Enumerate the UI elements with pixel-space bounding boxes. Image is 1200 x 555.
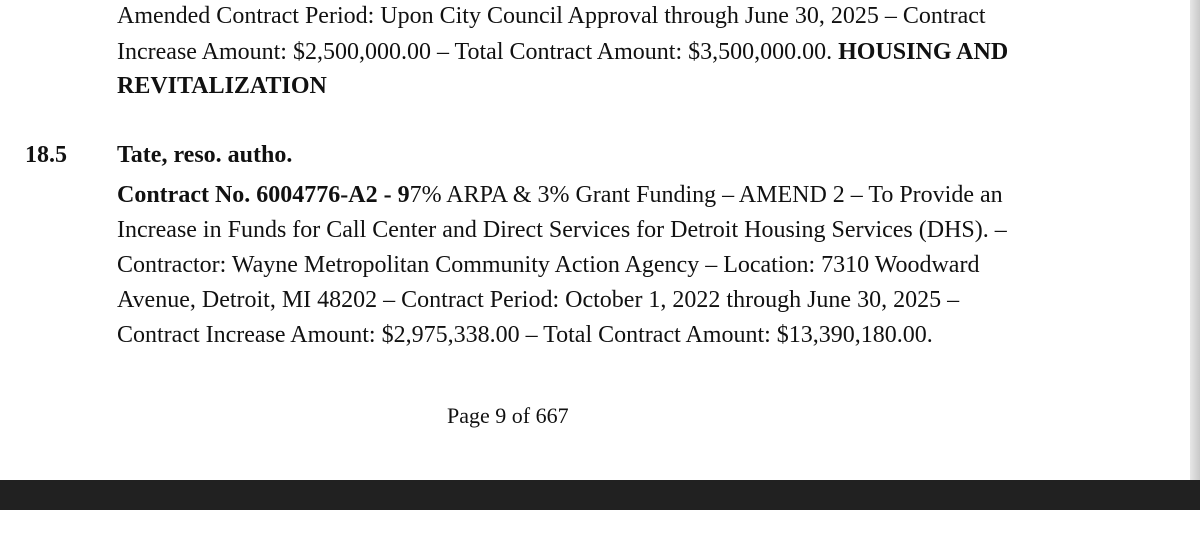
item-line-2 [117, 218, 1007, 242]
item-line-3 [117, 253, 979, 277]
prev-item-line-2-text: Increase Amount: $2,500,000.00 – Total Contract Amount: $3,500,000.00. [117, 39, 833, 65]
item-title [117, 143, 292, 167]
item-number: 18.5 [25, 142, 67, 168]
prev-item-line-1-text: Amended Contract Period: Upon City Council Approval through June 30, 2025 – Contract [117, 3, 986, 29]
item-line-4 [117, 288, 959, 312]
department-heading-text: REVITALIZATION [117, 73, 327, 99]
prev-item-line-1 [117, 4, 986, 28]
prev-item-line-2 [117, 40, 1008, 64]
item-line-3-text: Contractor: Wayne Metropolitan Community Action Agency – Location: 7310 Woodward [117, 252, 980, 278]
item-line-2-text: Increase in Funds for Call Center and Direct Services for Detroit Housing Services (DHS). – [117, 217, 1007, 243]
item-line-5-text: Contract Increase Amount: $2,975,338.00 – Total Contract Amount: $13,390,180.00. [117, 322, 933, 348]
page-edge-shadow [1190, 0, 1200, 480]
item-line-4-text: Avenue, Detroit, MI 48202 – Contract Period: October 1, 2022 through June 30, 2025 – [117, 287, 960, 313]
item-line-5 [117, 323, 933, 347]
department-heading-part-2 [117, 74, 327, 98]
page-separator [0, 480, 1200, 510]
item-title-text: Tate, reso. autho. [117, 142, 293, 168]
next-document-page [0, 510, 1200, 555]
contract-number-label: Contract No. 6004776-A2 - 9 [117, 182, 410, 208]
department-heading-part-1: HOUSING AND [838, 39, 1009, 65]
item-line-1-text: 7% ARPA & 3% Grant Funding – AMEND 2 – To Provide an [409, 182, 1003, 208]
item-line-1 [117, 183, 1003, 207]
page-number-footer: Page 9 of 667 [447, 403, 569, 428]
